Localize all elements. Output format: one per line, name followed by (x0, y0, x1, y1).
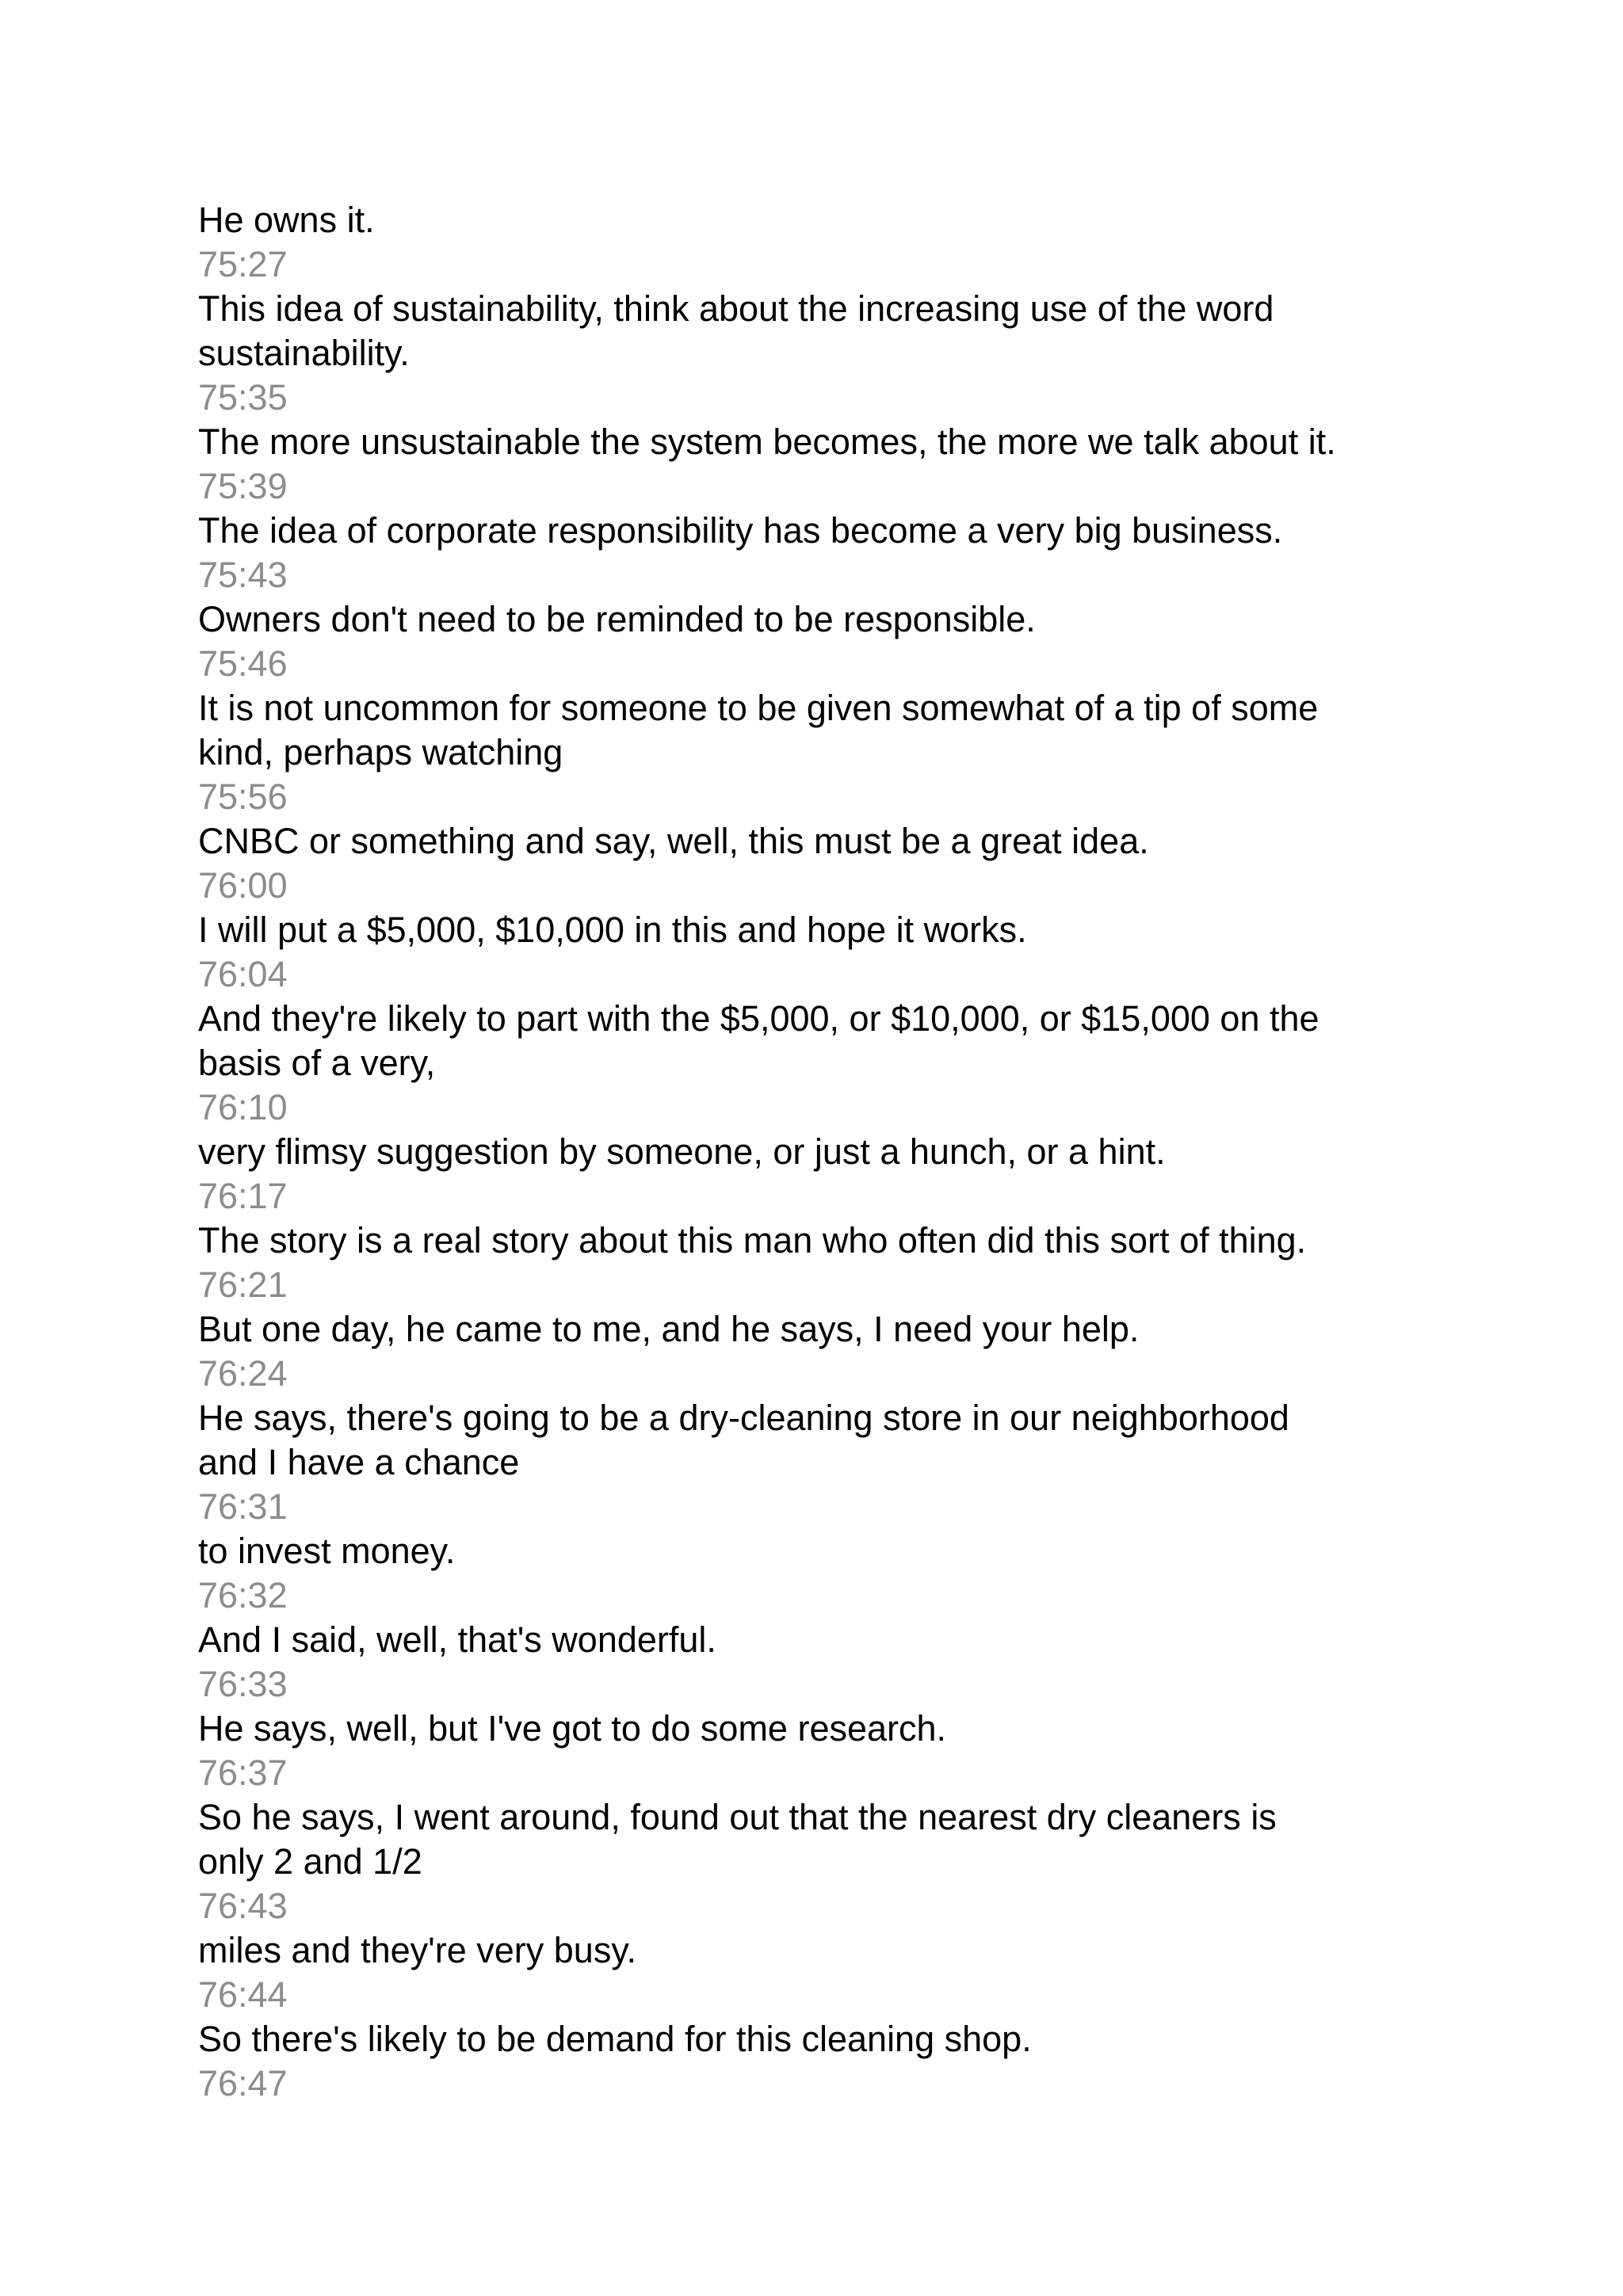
transcript-timestamp: 76:44 (198, 1974, 288, 2015)
transcript-timestamp: 76:32 (198, 1575, 288, 1615)
transcript-timestamp: 76:17 (198, 1176, 288, 1216)
transcript-text: And they're likely to part with the $5,000, or $10,000, or $15,000 on the (198, 998, 1319, 1039)
transcript-text: So he says, I went around, found out that the nearest dry cleaners is (198, 1797, 1277, 1837)
transcript-text: And I said, well, that's wonderful. (198, 1619, 716, 1660)
transcript-text: miles and they're very busy. (198, 1930, 636, 1970)
transcript-text: basis of a very, (198, 1043, 436, 1083)
transcript-text: The story is a real story about this man who often did this sort of thing. (198, 1220, 1307, 1261)
transcript-text: It is not uncommon for someone to be given somewhat of a tip of some (198, 688, 1319, 728)
transcript-text: and I have a chance (198, 1442, 520, 1482)
transcript-timestamp: 76:10 (198, 1087, 288, 1127)
transcript-text: The more unsustainable the system becomes, the more we talk about it. (198, 421, 1336, 462)
transcript-text: kind, perhaps watching (198, 732, 563, 772)
transcript-text: The idea of corporate responsibility has become a very big business. (198, 510, 1283, 551)
transcript-timestamp: 76:04 (198, 954, 288, 994)
transcript-text: He says, there's going to be a dry-cleaning store in our neighborhood (198, 1398, 1289, 1438)
transcript-timestamp: 76:21 (198, 1264, 288, 1305)
transcript-timestamp: 75:56 (198, 776, 288, 817)
transcript-page (198, 198, 1434, 2106)
transcript-text: only 2 and 1/2 (198, 1841, 422, 1882)
transcript-timestamp: 76:00 (198, 865, 288, 906)
transcript-text: CNBC or something and say, well, this must be a great idea. (198, 821, 1149, 861)
transcript-timestamp: 75:35 (198, 377, 288, 418)
transcript-timestamp: 76:33 (198, 1664, 288, 1704)
transcript-timestamp: 76:43 (198, 1886, 288, 1926)
transcript-timestamp: 75:46 (198, 643, 288, 684)
transcript-timestamp: 76:31 (198, 1486, 288, 1527)
transcript-timestamp: 76:24 (198, 1353, 288, 1394)
transcript-timestamp: 75:43 (198, 555, 288, 595)
transcript-text: He says, well, but I've got to do some research. (198, 1708, 947, 1749)
transcript-timestamp: 76:37 (198, 1753, 288, 1793)
transcript-text: Owners don't need to be reminded to be responsible. (198, 599, 1036, 639)
transcript-text: sustainability. (198, 333, 410, 373)
transcript-timestamp: 76:47 (198, 2063, 288, 2103)
transcript-text: very flimsy suggestion by someone, or just a hunch, or a hint. (198, 1131, 1166, 1172)
transcript-text: So there's likely to be demand for this cleaning shop. (198, 2019, 1032, 2059)
transcript-text: I will put a $5,000, $10,000 in this and hope it works. (198, 910, 1027, 950)
transcript-timestamp: 75:39 (198, 466, 288, 506)
transcript-text: This idea of sustainability, think about the increasing use of the word (198, 288, 1274, 329)
transcript-text: But one day, he came to me, and he says, I need your help. (198, 1309, 1140, 1349)
transcript-text: He owns it. (198, 200, 375, 240)
transcript-text: to invest money. (198, 1531, 456, 1571)
transcript-timestamp: 75:27 (198, 244, 288, 284)
